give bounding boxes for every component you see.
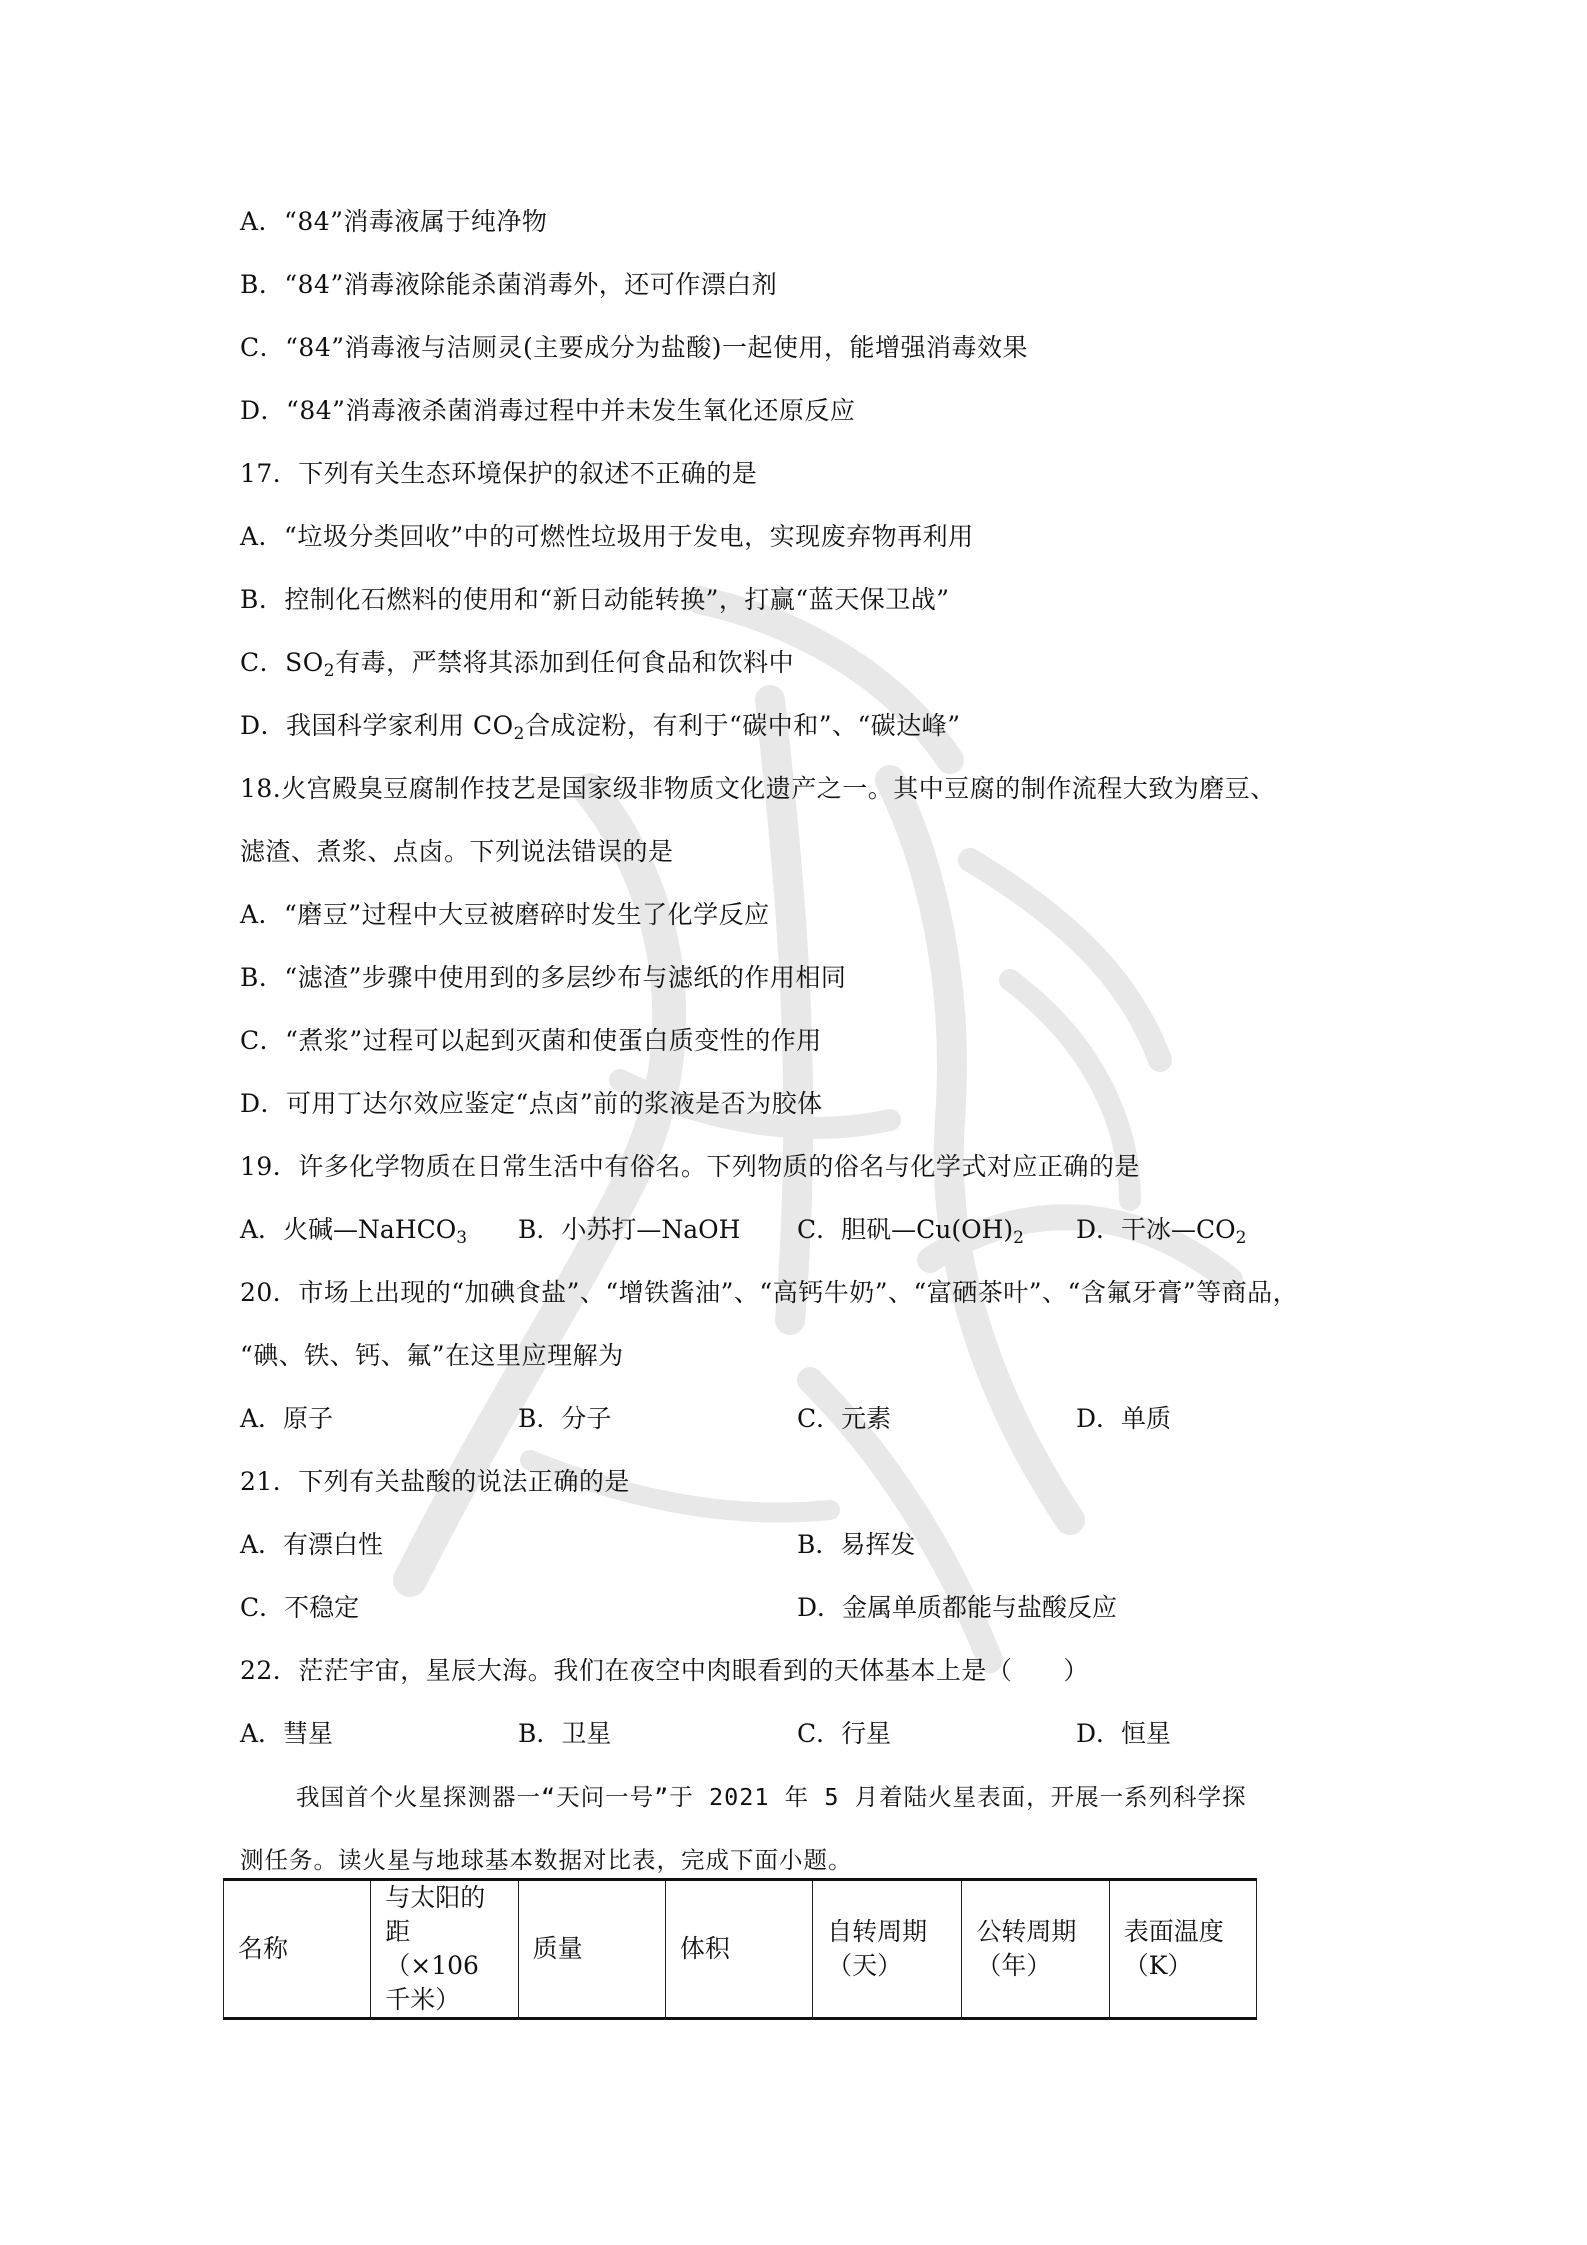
q17-c-pre: C．SO [240, 648, 324, 677]
q17-c-post: 有毒，严禁将其添加到任何食品和饮料中 [335, 648, 795, 677]
q18-option-c: C．“煮浆”过程可以起到灭菌和使蛋白质变性的作用 [240, 1026, 822, 1055]
q16-option-d: D．“84”消毒液杀菌消毒过程中并未发生氧化还原反应 [240, 396, 856, 425]
header-revolution [962, 1880, 1109, 2019]
q17-c-subscript: 2 [323, 661, 336, 681]
q22-option-a: A．彗星 [240, 1719, 334, 1748]
q22-stem: 22．茫茫宇宙，星辰大海。我们在夜空中肉眼看到的天体基本上是（ ） [240, 1656, 1089, 1685]
q19-option-b: B．小苏打—NaOH [518, 1215, 741, 1244]
header-revolution-l1: 公转周期 [976, 1917, 1077, 1946]
header-mass: 质量 [518, 1880, 665, 2019]
header-volume: 体积 [665, 1880, 812, 2019]
q21-option-a: A．有漂白性 [240, 1530, 384, 1559]
passage-line2: 测任务。读火星与地球基本数据对比表，完成下面小题。 [240, 1846, 853, 1874]
header-distance-l3: 千米） [385, 1985, 461, 2014]
header-rotation-l2: （天） [827, 1951, 903, 1980]
q19-option-a [240, 1213, 467, 1255]
q21-option-b: B．易挥发 [797, 1530, 916, 1559]
mars-earth-table [223, 1878, 1257, 2020]
q19-c-subscript: 2 [1013, 1228, 1024, 1248]
q17-d-subscript: 2 [513, 724, 525, 744]
q22-option-c: C．行星 [797, 1719, 892, 1748]
q20-option-b: B．分子 [518, 1404, 612, 1433]
header-distance-l1: 与太阳的 [385, 1883, 486, 1912]
table-header-row [224, 1880, 1257, 2019]
q16-option-b: B．“84”消毒液除能杀菌消毒外，还可作漂白剂 [240, 270, 778, 299]
q18-stem-line2: 滤渣、煮浆、点卤。下列说法错误的是 [240, 837, 674, 866]
q19-c-text: C．胆矾—Cu(OH) [797, 1215, 1014, 1244]
q20-stem-line1: 20．市场上出现的“加碘食盐”、“增铁酱油”、“高钙牛奶”、“富硒茶叶”、“含氟牙膏”等商品， [240, 1278, 1299, 1307]
q17-option-d [240, 709, 961, 751]
q21-stem: 21．下列有关盐酸的说法正确的是 [240, 1467, 630, 1496]
header-temperature-l1: 表面温度 [1123, 1917, 1224, 1946]
q22-option-b: B．卫星 [518, 1719, 612, 1748]
header-rotation [813, 1880, 962, 2019]
q19-d-text: D．干冰—CO [1076, 1215, 1236, 1244]
header-distance-l2: 距（×106 [385, 1917, 479, 1980]
q18-option-b: B．“滤渣”步骤中使用到的多层纱布与滤纸的作用相同 [240, 963, 847, 992]
q18-option-a: A．“磨豆”过程中大豆被磨碎时发生了化学反应 [240, 900, 770, 929]
q19-a-subscript: 3 [456, 1228, 468, 1248]
q17-d-pre: D．我国科学家利用 CO [240, 711, 514, 740]
q21-option-c: C．不稳定 [240, 1593, 360, 1622]
header-name: 名称 [224, 1880, 371, 2019]
q20-option-d: D．单质 [1076, 1404, 1172, 1433]
header-temperature [1109, 1880, 1256, 2019]
q20-stem-line2: “碘、铁、钙、氟”在这里应理解为 [240, 1341, 624, 1370]
q21-option-d: D．金属单质都能与盐酸反应 [797, 1593, 1118, 1622]
q17-d-post: 合成淀粉，有利于“碳中和”、“碳达峰” [524, 711, 961, 740]
q19-option-d [1076, 1213, 1247, 1255]
q18-stem-line1: 18.火宫殿臭豆腐制作技艺是国家级非物质文化遗产之一。其中豆腐的制作流程大致为磨豆、 [240, 774, 1276, 803]
passage-line1: 我国首个火星探测器一“天问一号”于 2021 年 5 月着陆火星表面，开展一系列科学探 [296, 1783, 1247, 1811]
q17-stem: 17．下列有关生态环境保护的叙述不正确的是 [240, 459, 758, 488]
q19-stem: 19．许多化学物质在日常生活中有俗名。下列物质的俗名与化学式对应正确的是 [240, 1152, 1140, 1181]
q22-option-d: D．恒星 [1076, 1719, 1172, 1748]
q16-option-c: C．“84”消毒液与洁厕灵(主要成分为盐酸)一起使用，能增强消毒效果 [240, 333, 1029, 362]
q17-option-a: A．“垃圾分类回收”中的可燃性垃圾用于发电，实现废弃物再利用 [240, 522, 974, 551]
q16-option-a: A．“84”消毒液属于纯净物 [240, 207, 548, 236]
q19-d-subscript: 2 [1235, 1228, 1247, 1248]
q18-option-d: D．可用丁达尔效应鉴定“点卤”前的浆液是否为胶体 [240, 1089, 823, 1118]
q20-option-c: C．元素 [797, 1404, 892, 1433]
q19-a-text: A．火碱—NaHCO [240, 1215, 457, 1244]
header-revolution-l2: （年） [976, 1951, 1052, 1980]
q17-option-b: B．控制化石燃料的使用和“新日动能转换”，打赢“蓝天保卫战” [240, 585, 950, 614]
header-distance [371, 1880, 518, 2019]
q17-option-c [240, 646, 794, 688]
header-rotation-l1: 自转周期 [827, 1917, 928, 1946]
q20-option-a: A．原子 [240, 1404, 334, 1433]
header-temperature-l2: （K） [1123, 1951, 1193, 1980]
q19-option-c [797, 1213, 1024, 1255]
